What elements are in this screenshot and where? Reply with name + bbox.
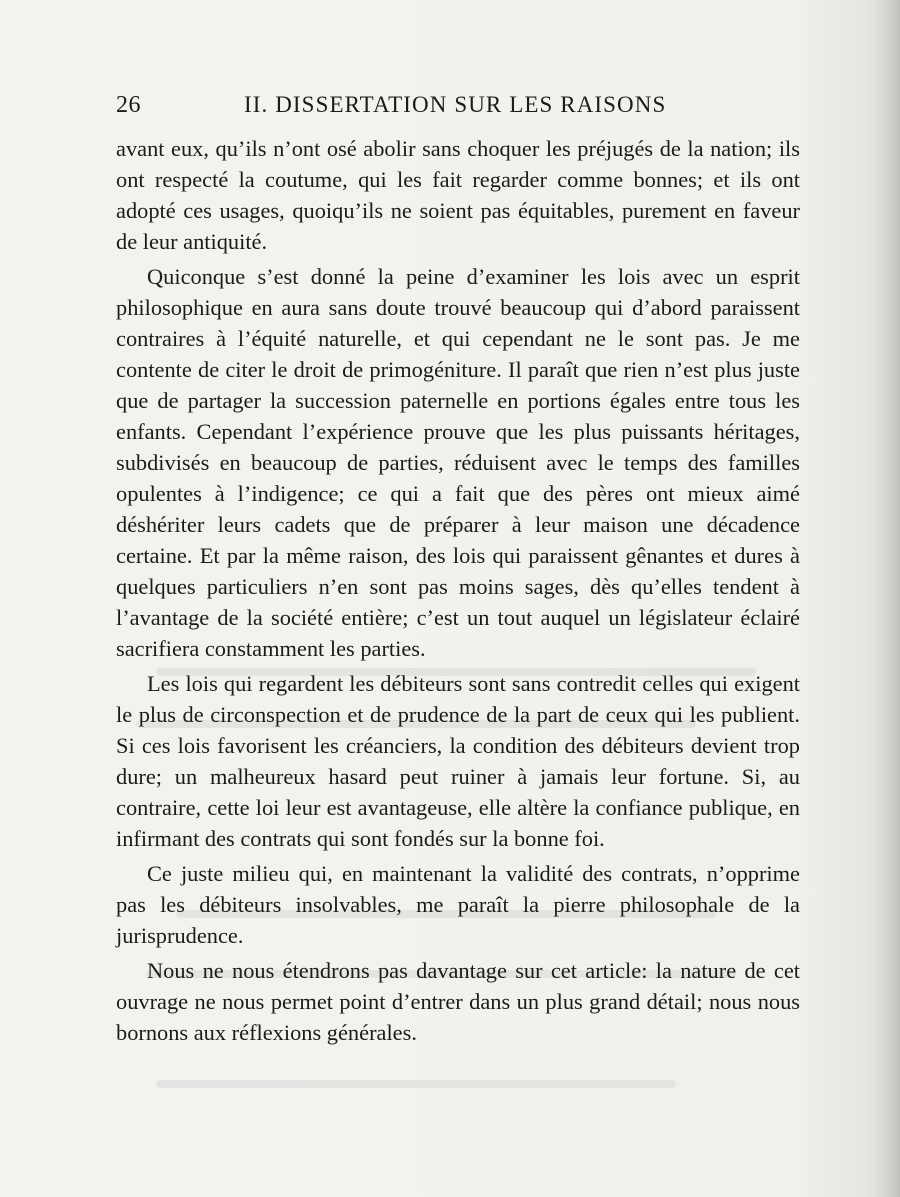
body-text: [116, 133, 800, 1048]
page-edge-shadow: [872, 0, 900, 1197]
paragraph-continuation: avant eux, qu’ils n’ont osé abolir sans choquer les préjugés de la nation; ils ont respecté la coutume, qui les fait regarder comme bonnes; et ils ont adopté ces usages, quoiqu’ils ne soient pas équitables, purement en faveur de leur antiquité.: [116, 136, 800, 254]
page-number: 26: [116, 92, 141, 118]
paragraph-debtor-laws: Les lois qui regardent les débiteurs sont sans contredit celles qui exigent le plus de circonspection et de prudence de la part de ceux qui les publient. Si ces lois favorisent les créanciers, la condition des débiteurs devient trop dure; un malheureux hasard peut ruiner à jamais leur fortune. Si, au contraire, cette loi leur est avantageuse, elle altère la confiance publique, en infirmant des contrats qui sont fondés sur la bonne foi.: [116, 671, 800, 851]
paragraph-conclusion: Nous ne nous étendrons pas davantage sur cet article: la nature de cet ouvrage ne nous permet point d’entrer dans un plus grand détail; nous nous bornons aux réflexions générales.: [116, 958, 800, 1045]
paragraph-juste-milieu: Ce juste milieu qui, en maintenant la validité des contrats, n’opprime pas les débiteurs insolvables, me paraît la pierre philosophale de la jurisprudence.: [116, 861, 800, 948]
page-header: [116, 90, 800, 120]
running-head: II. DISSERTATION SUR LES RAISONS: [244, 92, 667, 117]
paragraph-primogeniture: Quiconque s’est donné la peine d’examiner les lois avec un esprit philosophique en aura sans doute trouvé beaucoup qui d’abord paraissent contraires à l’équité naturelle, et qui cependant ne le sont pas. Je me contente de citer le droit de primogéniture. Il paraît que rien n’est plus juste que de partager la succession paternelle en portions égales entre tous les enfants. Cependant l’expérience prouve que les plus puissants héritages, subdivisés en beaucoup de parties, réduisent avec le temps des familles opulentes à l’indigence; ce qui a fait que des pères ont mieux aimé déshériter leurs cadets que de préparer à leur maison une décadence certaine. Et par la même raison, des lois qui paraissent gênantes et dures à quelques particuliers n’en sont pas moins sages, dès qu’elles tendent à l’avantage de la société entière; c’est un tout auquel un législateur éclairé sacrifiera constamment les parties.: [116, 264, 800, 661]
